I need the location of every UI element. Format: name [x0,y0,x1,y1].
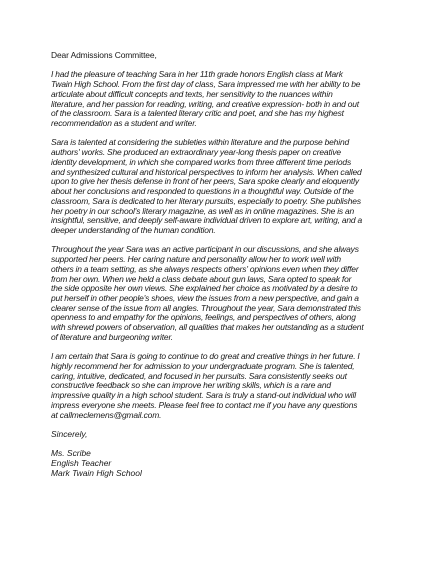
paragraph-line: upon to give her thesis defense in front of her peers, Sara spoke clearly and eloquently [51,176,359,187]
paragraph-line: of literature and burgeoning writer. [51,331,173,342]
paragraph-line: at callmeclemens@gmail.com. [51,409,162,420]
paragraph-line: classroom, Sara is dedicated to her literary pursuits, especially to poetry. She publishes [51,195,361,206]
paragraph-line: others in a team setting, as she always respects others' opinions even when they differ [51,263,359,274]
paragraph-line: deeper understanding of the human condition. [51,224,216,235]
body-paragraph [51,245,391,342]
paragraph-line: caring, intuitive, dedicated, and focused in her pursuits. Sara consistently seeks out [51,370,347,381]
signature-school: Mark Twain High School [51,467,142,478]
spacer [51,440,391,450]
paragraph-line: constructive feedback so she can improve her writing skills, which is a rare and [51,380,331,391]
signature-name: Ms. Scribe [51,448,91,459]
letter-body [51,70,391,430]
paragraph-line: her poetry in our school's literary magazine, as well as in online magazines. She is an [51,205,355,216]
paragraph-line: literature, and her passion for reading, writing, and creative expression- both in and out [51,98,359,109]
body-paragraph [51,138,391,235]
paragraph-line: and synthesized cultural and historical perspectives to inform her analysis. When called [51,166,362,177]
salutation: Dear Admissions Committee, [51,50,157,60]
paragraph-line: recommendation as a student and writer. [51,118,197,129]
signature-title: English Teacher [51,458,112,469]
paragraph-line: put herself in other people's shoes, view the issues from a new perspective, and gain a [51,292,359,303]
body-paragraph [51,352,391,420]
paragraph-line: authors' works. She produced an extraordinary year-long thesis paper on creative [51,147,341,158]
paragraph-line: from her own. When we held a class debate about gun laws, Sara opted to speak for [51,273,352,284]
paragraph-line: impressive quality in a high school student. Sara is truly a stand-out individual who will [51,390,356,401]
paragraph-line: Twain High School. From the first day of class, Sara impressed me with her ability to be [51,79,361,90]
paragraph-line: articulate about difficult concepts and texts, her sensitivity to the nuances within [51,88,333,99]
paragraph-line: identity development, in which she compared works from three different time periods [51,156,352,167]
paragraph-line: Throughout the year Sara was an active participant in our discussions, and she always [51,244,359,255]
paragraph-line: I had the pleasure of teaching Sara in her 11th grade honors English class at Mark [51,69,343,80]
spacer [51,420,391,430]
paragraph-line: supported her peers. Her caring nature and personality allow her to work well with [51,254,341,265]
paragraph-line: Sara is talented at considering the subleties within literature and the purpose behind [51,137,350,148]
paragraph-line: I am certain that Sara is going to continue to do great and creative things in her future. I [51,351,360,362]
paragraph-line: about her conclusions and responded to questions in a thoughtful way. Outside of the [51,186,354,197]
paragraph-line: clearer sense of the issue from all angles. Throughout the year, Sara demonstrated this [51,302,361,313]
body-paragraph [51,70,391,128]
paragraph-line: insightful, sensitive, and deeply self-aware individual driven to explore art, writing, and a [51,215,363,226]
paragraph-line: openness to and empathy for the opinions, feelings, and perspectives of others, along [51,312,356,323]
letter-page [51,51,391,479]
paragraph-line: with shrewd powers of observation, all qualities that makes her outstanding as a student [51,322,364,333]
paragraph-line: of the classroom. Sara is a talented literary critic and poet, and she has my highest [51,108,344,119]
paragraph-line: impress everyone she meets. Please feel free to contact me if you have any questions [51,399,358,410]
paragraph-line: the side opposite her own views. She explained her choice as motivated by a desire to [51,283,358,294]
paragraph-line: highly recommend her for admission to your undergraduate program. She is talented, [51,361,355,371]
closing: Sincerely, [51,429,88,440]
